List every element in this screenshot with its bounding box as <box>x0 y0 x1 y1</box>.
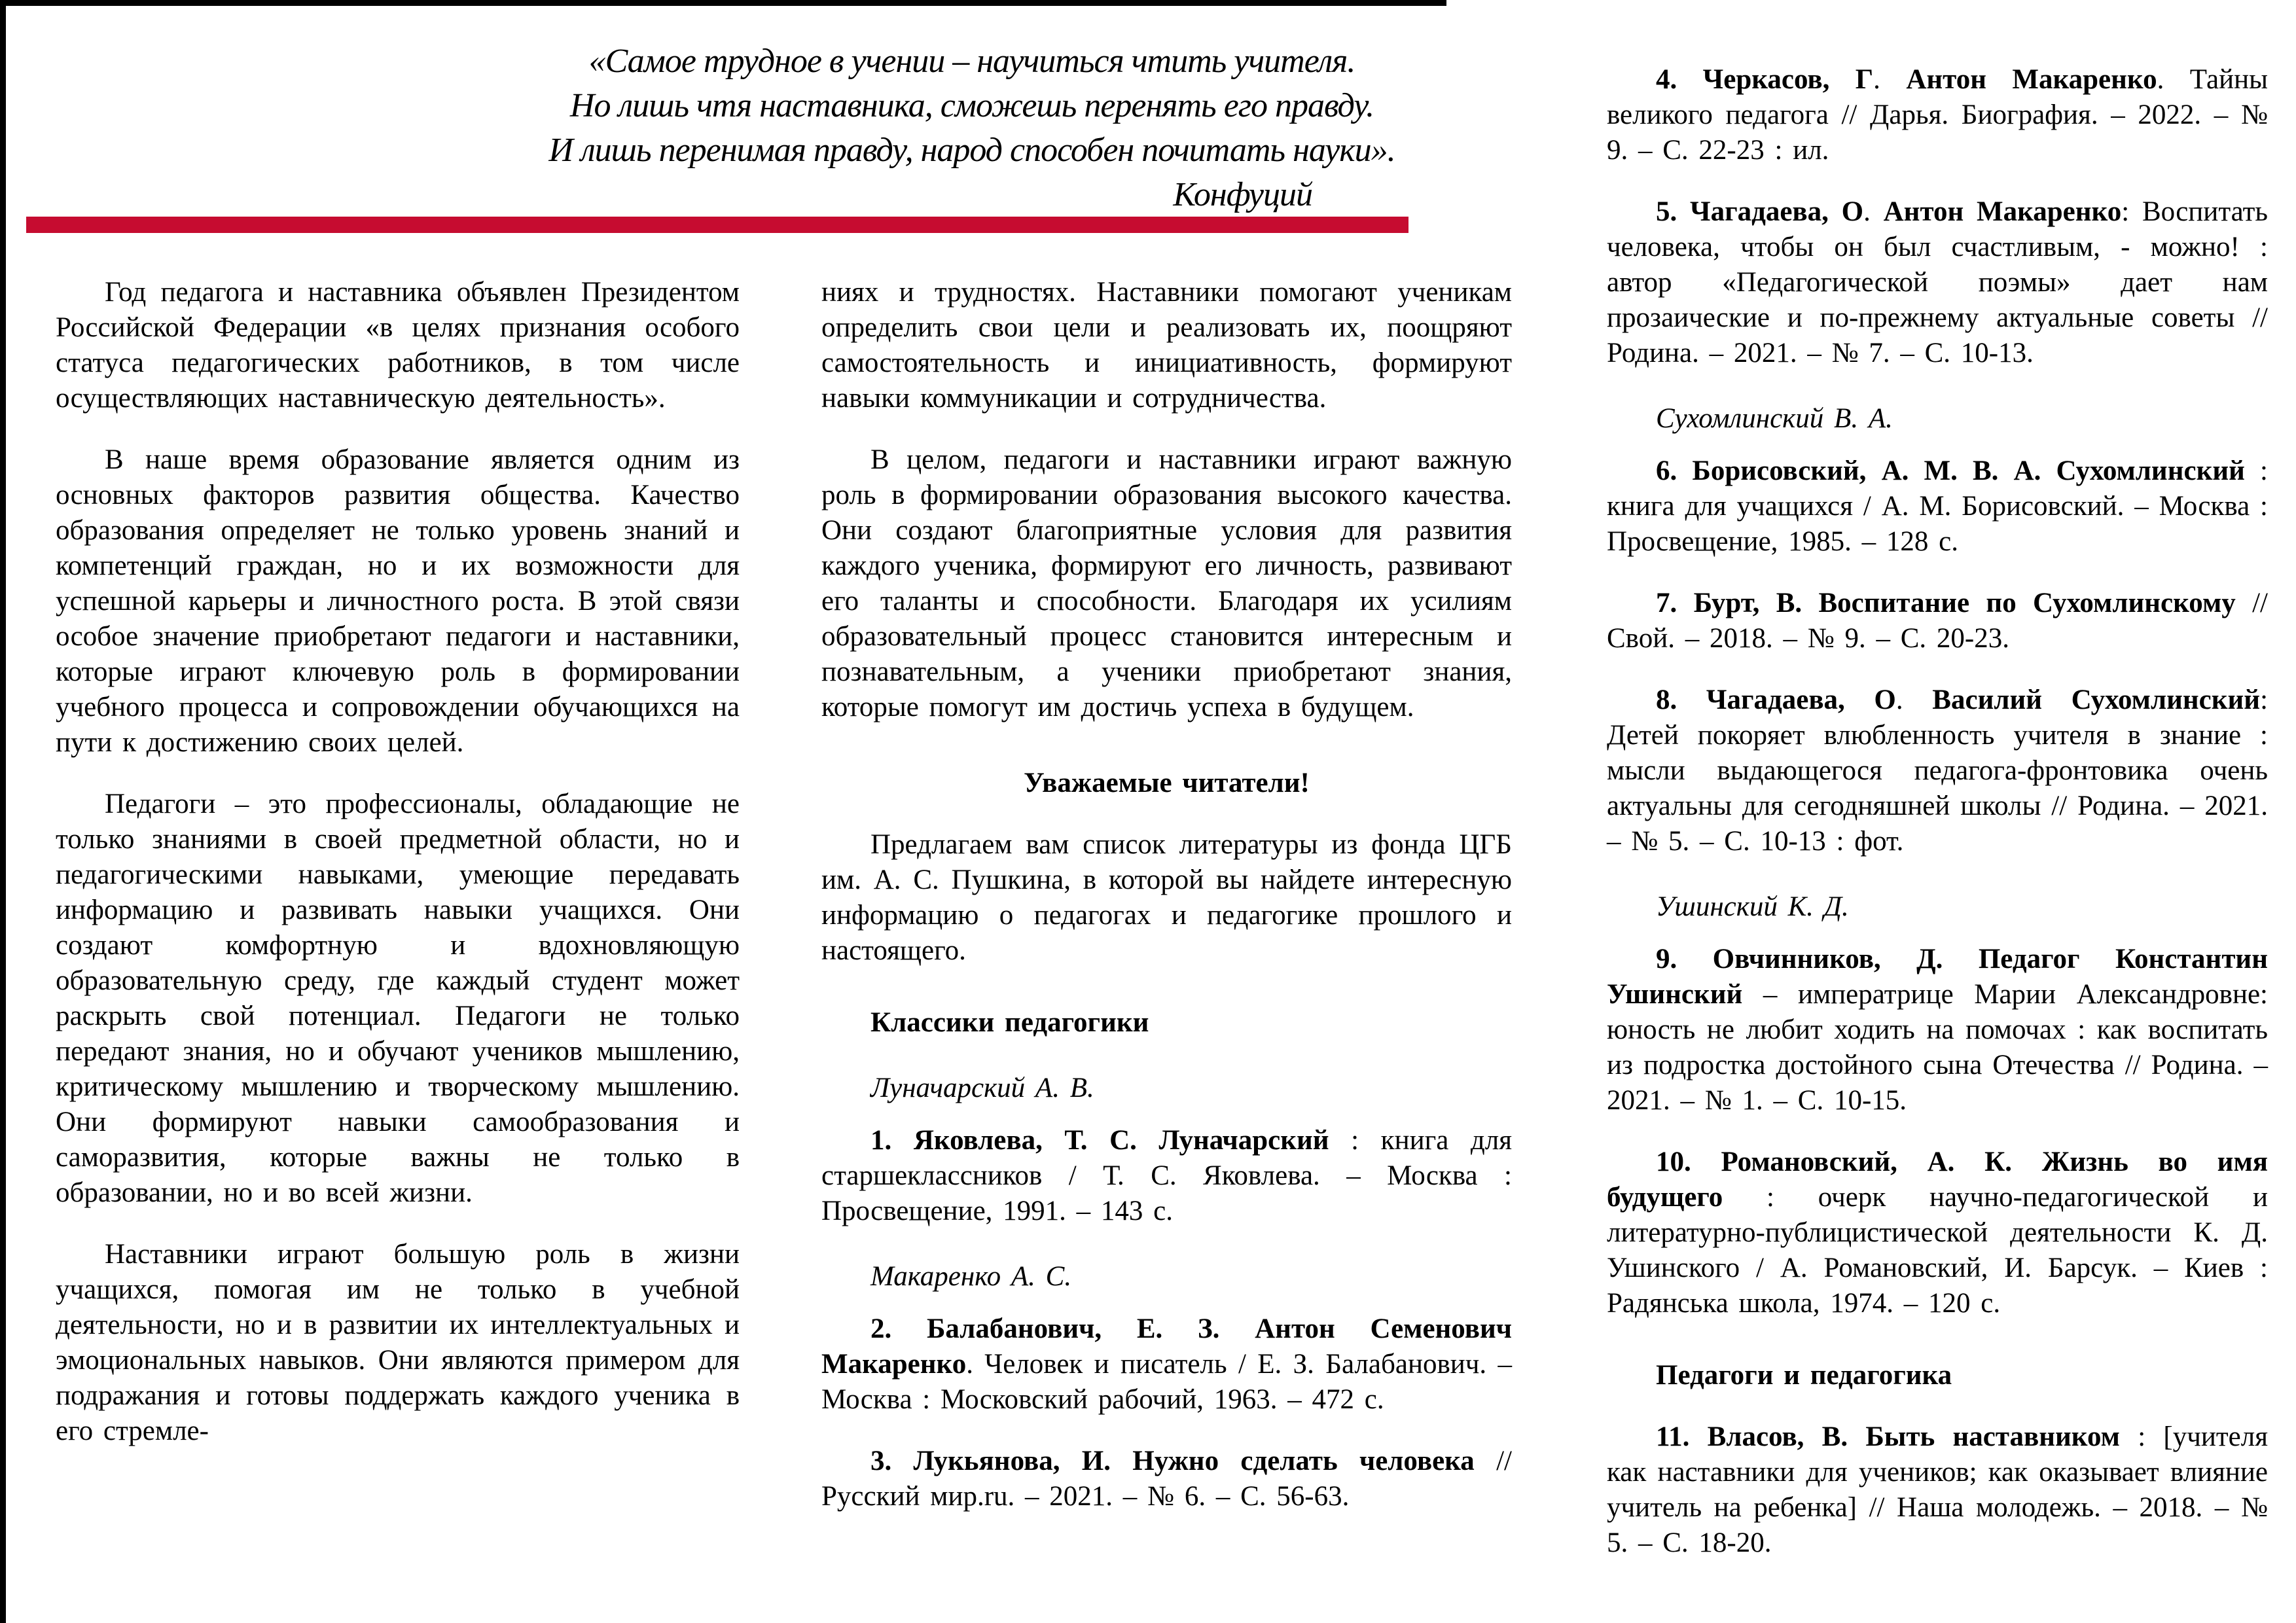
paragraph: ниях и трудностях. Наставники помогают ученикам определить свои цели и реализовать их, поощряют самостоятельность и инициативность, формируют навыки коммуникации и сотрудничества. <box>821 277 1512 414</box>
bibliography-entry: 8. Чагадаева, О. Василий Сухомлинский: Детей покоряет влюбленность учителя в знание : мысли выдающегося педагога-фронтовика очень актуальны для сегодняшней школы // Родина. – 2021. – № 5. – С. 10-13 : фот. <box>1607 685 2269 857</box>
paragraph: Год педагога и наставника объявлен Президентом Российской Федерации «в целях признания особого статуса педагогических работников, в том числе осуществляющих наставническую деятельность». <box>56 277 740 414</box>
bibliography-entry: 1. Яковлева, Т. С. Луначарский : книга для старшеклассников / Т. С. Яковлева. – Москва : Просвещение, 1991. – 143 с. <box>821 1125 1512 1226</box>
paragraph: В наше время образование является одним из основных факторов развития общества. Качество образования определяет не только уровень знаний и компетенций граждан, но и их возможности для успешной карьеры и личностного роста. В этой связи особое значение приобретают педагоги и наставники, которые играют ключевую роль в формировании учебного процесса и сопровождении обучающихся на пути к достижению своих целей. <box>56 444 740 758</box>
scan-edge-top <box>0 0 1446 6</box>
column-1 <box>56 275 740 1449</box>
scan-edge-left <box>0 0 6 1623</box>
author-line: Сухомлинский В. А. <box>1656 403 1893 434</box>
bibliography-entry: 2. Балабанович, Е. З. Антон Семенович Макаренко. Человек и писатель / Е. З. Балабанович. – Москва : Московский рабочий, 1963. – 472 с. <box>821 1313 1512 1415</box>
paragraph: Наставники играют большую роль в жизни учащихся, помогая им не только в учебной деятельности, но и в развитии их интеллектуальных и эмоциональных навыков. Они являются примером для подражания и готовы поддержать каждого ученика в его стремле- <box>56 1239 740 1446</box>
epigraph <box>517 39 1427 217</box>
paragraph: Педагоги – это профессионалы, обладающие не только знаниями в своей предметной области, но и педагогическими навыками, умеющие передавать информацию и развивать навыки учащихся. Они создают комфортную и вдохновляющую образовательную среду, где каждый студент может раскрыть свой потенциал. Педагоги не только передают знания, но и обучают учеников мышлению, критическому мышлению и творческому мышлению. Они формируют навыки самообразования и саморазвития, которые важны не только в образовании, но и во всей жизни. <box>56 789 740 1208</box>
author-line: Луначарский А. В. <box>870 1073 1094 1103</box>
bibliography-entry: 7. Бурт, В. Воспитание по Сухомлинскому // Свой. – 2018. – № 9. – С. 20-23. <box>1607 588 2268 654</box>
epigraph-line-2: Но лишь чтя наставника, сможешь перенять его правду. <box>569 87 1374 124</box>
bibliography-entry: 6. Борисовский, А. М. В. А. Сухомлинский : книга для учащихся / А. М. Борисовский. – Москва : Просвещение, 1985. – 128 с. <box>1607 455 2268 557</box>
section-heading: Уважаемые читатели! <box>1024 768 1310 798</box>
paragraph: В целом, педагоги и наставники играют важную роль в формировании образования высокого качества. Они создают благоприятные условия для развития каждого ученика, формируют его личность, развивают его таланты и способности. Благодаря их усилиям образовательный процесс становится интересным и познавательным, а ученики приобретают знания, которые помогут им достичь успеха в будущем. <box>821 444 1512 722</box>
epigraph-line-3: И лишь перенимая правду, народ способен почитать науки». <box>548 132 1395 169</box>
column-3 <box>1607 62 2268 1561</box>
section-heading: Педагоги и педагогика <box>1656 1360 1952 1391</box>
section-heading: Классики педагогики <box>870 1007 1149 1038</box>
bibliography-entry: 4. Черкасов, Г. Антон Макаренко. Тайны великого педагога // Дарья. Биография. – 2022. – № 9. – С. 22-23 : ил. <box>1607 64 2269 166</box>
epigraph-line-1: «Самое трудное в учении – научиться чтить учителя. <box>588 43 1355 80</box>
author-line: Макаренко А. С. <box>870 1261 1072 1292</box>
bibliography-entry: 9. Овчинников, Д. Педагог Константин Ушинский – императрице Марии Александровне: юность не любит ходить на помочах : как воспитать из подростка достойного сына Отечества // Родина. – 2021. – № 1. – С. 10-15. <box>1607 944 2268 1116</box>
paragraph: Предлагаем вам список литературы из фонда ЦГБ им. А. С. Пушкина, в которой вы найдете интересную информацию о педагогах и педагогике прошлого и настоящего. <box>821 829 1512 966</box>
bibliography-entry: 5. Чагадаева, О. Антон Макаренко: Воспитать человека, чтобы он был счастливым, - можно! : автор «Педагогической поэмы» дает нам прозаические и по-прежнему актуальные советы // Родина. – 2021. – № 7. – С. 10-13. <box>1607 196 2269 368</box>
column-2 <box>821 275 1512 1514</box>
bibliography-entry: 10. Романовский, А. К. Жизнь во имя будущего : очерк научно-педагогической и литературно-публицистической деятельности К. Д. Ушинского / А. Романовский, И. Барсук. – Киев : Радянська школа, 1974. – 120 с. <box>1607 1147 2268 1319</box>
accent-bar <box>26 217 1408 233</box>
author-line: Ушинский К. Д. <box>1656 891 1849 922</box>
bibliography-entry: 3. Лукьянова, И. Нужно сделать человека // Русский мир.ru. – 2021. – № 6. – С. 56-63. <box>821 1446 1512 1512</box>
epigraph-attribution: Конфуций <box>1173 176 1312 213</box>
bibliography-entry: 11. Власов, В. Быть наставником : [учителя как наставники для учеников; как оказывает влияние учитель на ребенка] // Наша молодежь. – 2018. – № 5. – С. 18-20. <box>1607 1421 2268 1558</box>
